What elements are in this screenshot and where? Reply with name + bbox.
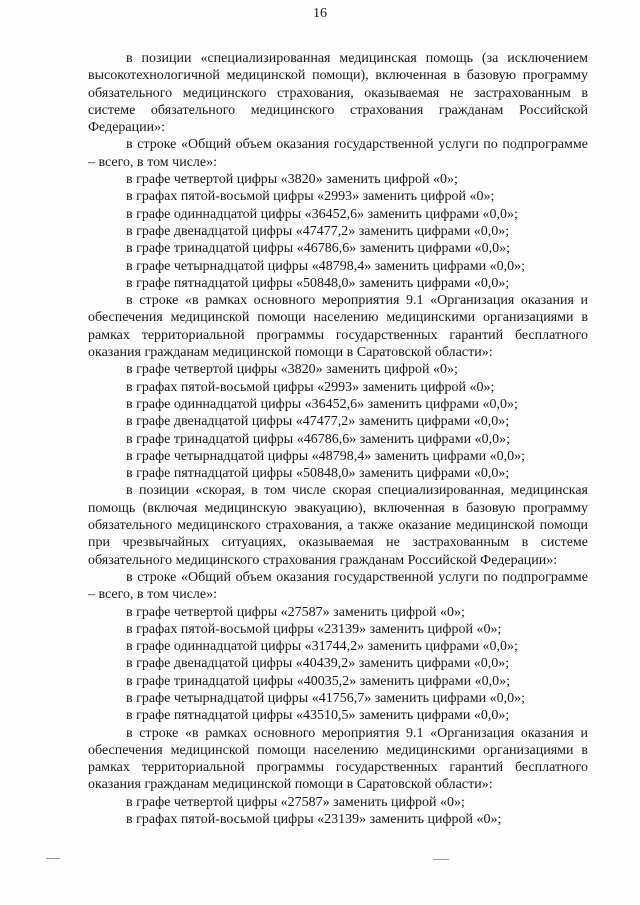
- paragraph: в строке «Общий объем оказания государственной услуги по подпрограмме – всего, в том числе»:: [88, 137, 588, 170]
- paragraph: в графах пятой-восьмой цифры «23139» заменить цифрой «0»;: [126, 812, 502, 828]
- paragraph: в графе тринадцатой цифры «46786,6» заменить цифрами «0,0»;: [126, 241, 511, 257]
- paragraph: в строке «в рамках основного мероприятия 9.1 «Организация оказания и обеспечения медицинской помощи населению медицинскими организациями в рамках территориальной программы государственных гарантий бесплатного оказания гражданам медицинской помощи в Саратовской области»:: [88, 293, 588, 361]
- paragraph: в графах пятой-восьмой цифры «23139» заменить цифрой «0»;: [126, 621, 502, 637]
- paragraph: в графе четвертой цифры «27587» заменить цифрой «0»;: [126, 794, 465, 810]
- document-body: [88, 50, 588, 828]
- paragraph: в графе одиннадцатой цифры «31744,2» заменить цифрами «0,0»;: [126, 639, 518, 655]
- page-number: 16: [313, 6, 327, 21]
- paragraph: в строке «в рамках основного мероприятия 9.1 «Организация оказания и обеспечения медицинской помощи населению медицинскими организациями в рамках территориальной программы государственных гарантий бесплатного оказания гражданам медицинской помощи в Саратовской области»:: [88, 725, 588, 793]
- paragraph: в графе четырнадцатой цифры «41756,7» заменить цифрами «0,0»;: [126, 690, 526, 706]
- paragraph: в графе пятнадцатой цифры «50848,0» заменить цифрами «0,0»;: [126, 466, 510, 482]
- paragraph: в графе двенадцатой цифры «40439,2» заменить цифрами «0,0»;: [126, 656, 510, 672]
- paragraph: в строке «Общий объем оказания государственной услуги по подпрограмме – всего, в том числе»:: [88, 569, 588, 603]
- paragraph: в графе двенадцатой цифры «47477,2» заменить цифрами «0,0»;: [126, 414, 510, 430]
- paragraph: в графе пятнадцатой цифры «50848,0» заменить цифрами «0,0»;: [126, 275, 510, 291]
- paragraph: в графе тринадцатой цифры «40035,2» заменить цифрами «0,0»;: [126, 673, 511, 689]
- paragraph: в графе одиннадцатой цифры «36452,6» заменить цифрами «0,0»;: [126, 396, 518, 412]
- paragraph: в графах пятой-восьмой цифры «2993» заменить цифрой «0»;: [126, 189, 495, 205]
- paragraph: в графе четвертой цифры «3820» заменить цифрой «0»;: [126, 172, 458, 188]
- paragraph: в позиции «скорая, в том числе скорая специализированная, медицинская помощь (включая медицинскую эвакуацию), включенная в базовую программу обязательного медицинского страхования, а также оказание медицинской помощи при чрезвычайных ситуациях, оказываемая не застрахованным в системе обязательного медицинского страхования гражданам Российской Федерации»:: [88, 483, 588, 568]
- paragraph: в графе четвертой цифры «3820» заменить цифрой «0»;: [126, 362, 458, 378]
- paragraph: в графе четырнадцатой цифры «48798,4» заменить цифрами «0,0»;: [126, 258, 526, 274]
- paragraph: в графе четырнадцатой цифры «48798,4» заменить цифрами «0,0»;: [126, 448, 526, 464]
- paragraph: в графе тринадцатой цифры «46786,6» заменить цифрами «0,0»;: [126, 431, 511, 447]
- paragraph: в графе одиннадцатой цифры «36452,6» заменить цифрами «0,0»;: [126, 206, 518, 222]
- paragraph: в графе четвертой цифры «27587» заменить цифрой «0»;: [126, 604, 465, 620]
- scan-artifact-mark: [433, 859, 449, 860]
- paragraph: в графе двенадцатой цифры «47477,2» заменить цифрами «0,0»;: [126, 223, 510, 239]
- scan-artifact-mark: [46, 858, 60, 859]
- paragraph: в графе пятнадцатой цифры «43510,5» заменить цифрами «0,0»;: [126, 708, 510, 724]
- paragraph: в позиции «специализированная медицинская помощь (за исключением высокотехнологичной медицинской помощи), включенная в базовую программу обязательного медицинского страхования, оказываемая не застрахованным в системе обязательного медицинского страхования гражданам Российской Федерации»:: [88, 51, 588, 136]
- paragraph: в графах пятой-восьмой цифры «2993» заменить цифрой «0»;: [126, 379, 495, 395]
